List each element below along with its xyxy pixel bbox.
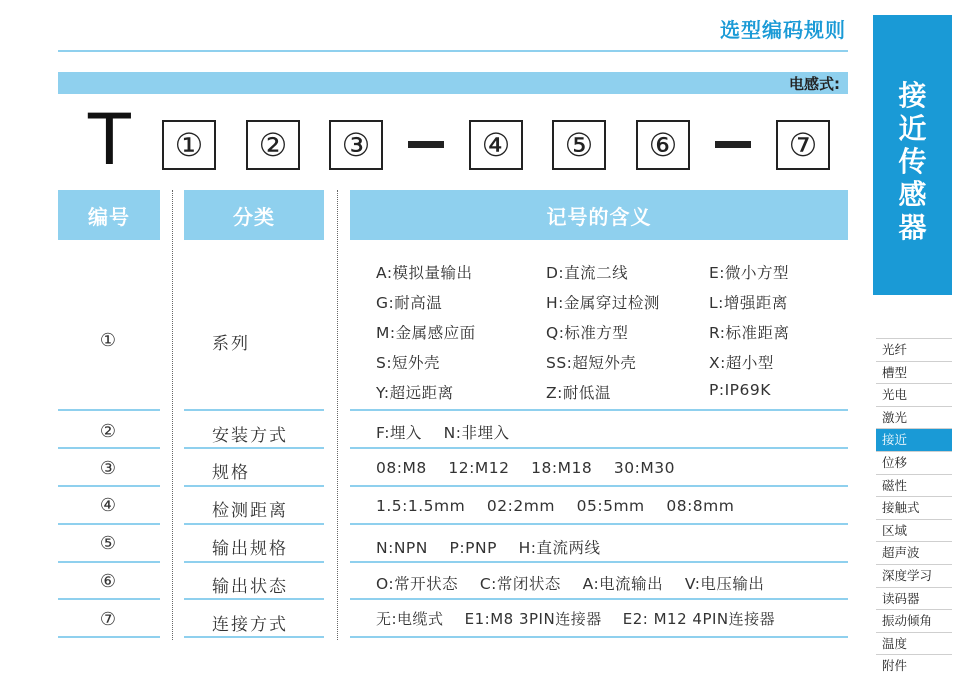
series-option: S:短外壳 (376, 354, 441, 372)
row-meaning: 1.5:1.5mm 02:2mm 05:5mm 08:8mm (376, 497, 735, 515)
series-option: M:金属感应面 (376, 324, 476, 342)
row-meaning: F:埋入 N:非埋入 (376, 424, 510, 442)
row-category: 规格 (212, 463, 250, 483)
row-separator (184, 447, 324, 449)
series-option: R:标准距离 (709, 324, 790, 342)
nav-item[interactable]: 读码器 (882, 591, 920, 606)
section-tab-char: 近 (898, 112, 927, 145)
row-category: 系列 (212, 334, 250, 354)
row-category: 连接方式 (212, 615, 288, 635)
code-box-2: ② (246, 120, 300, 170)
section-tab-char: 接 (898, 79, 927, 112)
nav-item[interactable]: 接近 (876, 429, 952, 451)
row-number: ① (99, 330, 117, 351)
row-separator (184, 523, 324, 525)
nav-item[interactable]: 接触式 (882, 500, 920, 515)
table-header-category: 分类 (184, 190, 324, 240)
series-option: Z:耐低温 (546, 384, 611, 402)
nav-item[interactable]: 槽型 (882, 365, 908, 380)
row-meaning: O:常开状态 C:常闭状态 A:电流输出 V:电压输出 (376, 575, 765, 593)
column-divider-1 (172, 190, 173, 640)
row-separator (184, 561, 324, 563)
nav-item[interactable]: 温度 (882, 636, 908, 651)
nav-item[interactable]: 光电 (882, 387, 908, 402)
row-separator (350, 561, 848, 563)
row-separator (58, 409, 160, 411)
row-separator (350, 485, 848, 487)
table-header-meaning: 记号的含义 (350, 190, 848, 240)
section-tab-char: 感 (898, 178, 927, 211)
page-title: 选型编码规则 (720, 18, 846, 42)
section-tab-char: 传 (898, 145, 927, 178)
mode-label: 电感式: (789, 75, 840, 93)
nav-item[interactable]: 磁性 (882, 478, 908, 493)
nav-item[interactable]: 振动倾角 (882, 613, 933, 628)
row-meaning: N:NPN P:PNP H:直流两线 (376, 539, 601, 557)
series-option: Y:超远距离 (376, 384, 454, 402)
series-option: P:IP69K (709, 381, 771, 399)
header-divider (58, 50, 848, 52)
mode-bar (58, 72, 848, 94)
nav-item[interactable]: 超声波 (882, 545, 920, 560)
series-option: A:模拟量输出 (376, 264, 473, 282)
code-box-6: ⑥ (636, 120, 690, 170)
series-option: D:直流二线 (546, 264, 629, 282)
row-separator (350, 447, 848, 449)
nav-item[interactable]: 激光 (882, 410, 908, 425)
row-separator (58, 598, 160, 600)
row-separator (58, 636, 160, 638)
row-number: ③ (99, 458, 117, 479)
column-divider-2 (337, 190, 338, 640)
series-option: SS:超短外壳 (546, 354, 637, 372)
row-separator (350, 523, 848, 525)
nav-item[interactable]: 附件 (882, 658, 908, 673)
row-separator (350, 636, 848, 638)
row-separator (58, 485, 160, 487)
code-box-4: ④ (469, 120, 523, 170)
code-box-7: ⑦ (776, 120, 830, 170)
row-separator (58, 561, 160, 563)
nav-item[interactable]: 区域 (882, 523, 908, 538)
row-separator (350, 409, 848, 411)
code-box-5: ⑤ (552, 120, 606, 170)
row-category: 输出规格 (212, 539, 288, 559)
row-category: 检测距离 (212, 501, 288, 521)
row-separator (350, 598, 848, 600)
code-box-3: ③ (329, 120, 383, 170)
row-number: ⑦ (99, 609, 117, 630)
row-number: ⑥ (99, 571, 117, 592)
section-tab-proximity-sensor (873, 15, 952, 295)
row-number: ④ (99, 495, 117, 516)
table-header-number: 编号 (58, 190, 160, 240)
row-meaning: 无:电缆式 E1:M8 3PIN连接器 E2: M12 4PIN连接器 (376, 610, 776, 628)
row-separator (184, 636, 324, 638)
nav-item[interactable]: 位移 (882, 455, 908, 470)
series-option: H:金属穿过检测 (546, 294, 660, 312)
series-option: X:超小型 (709, 354, 774, 372)
row-separator (58, 447, 160, 449)
row-separator (184, 485, 324, 487)
nav-item[interactable]: 光纤 (882, 342, 908, 357)
row-separator (184, 598, 324, 600)
code-box-1: ① (162, 120, 216, 170)
row-category: 输出状态 (212, 577, 288, 597)
series-option: Q:标准方型 (546, 324, 629, 342)
row-category: 安装方式 (212, 426, 288, 446)
row-separator (58, 523, 160, 525)
series-option: E:微小方型 (709, 264, 790, 282)
section-tab-char: 器 (898, 211, 927, 244)
code-dash-2 (715, 141, 751, 148)
nav-item[interactable]: 深度学习 (882, 568, 933, 583)
series-option: G:耐高温 (376, 294, 443, 312)
series-option: L:增强距离 (709, 294, 788, 312)
code-prefix-letter: T (88, 99, 131, 181)
row-number: ② (99, 421, 117, 442)
row-number: ⑤ (99, 533, 117, 554)
row-separator (184, 409, 324, 411)
row-meaning: 08:M8 12:M12 18:M18 30:M30 (376, 459, 675, 477)
code-dash-1 (408, 141, 444, 148)
